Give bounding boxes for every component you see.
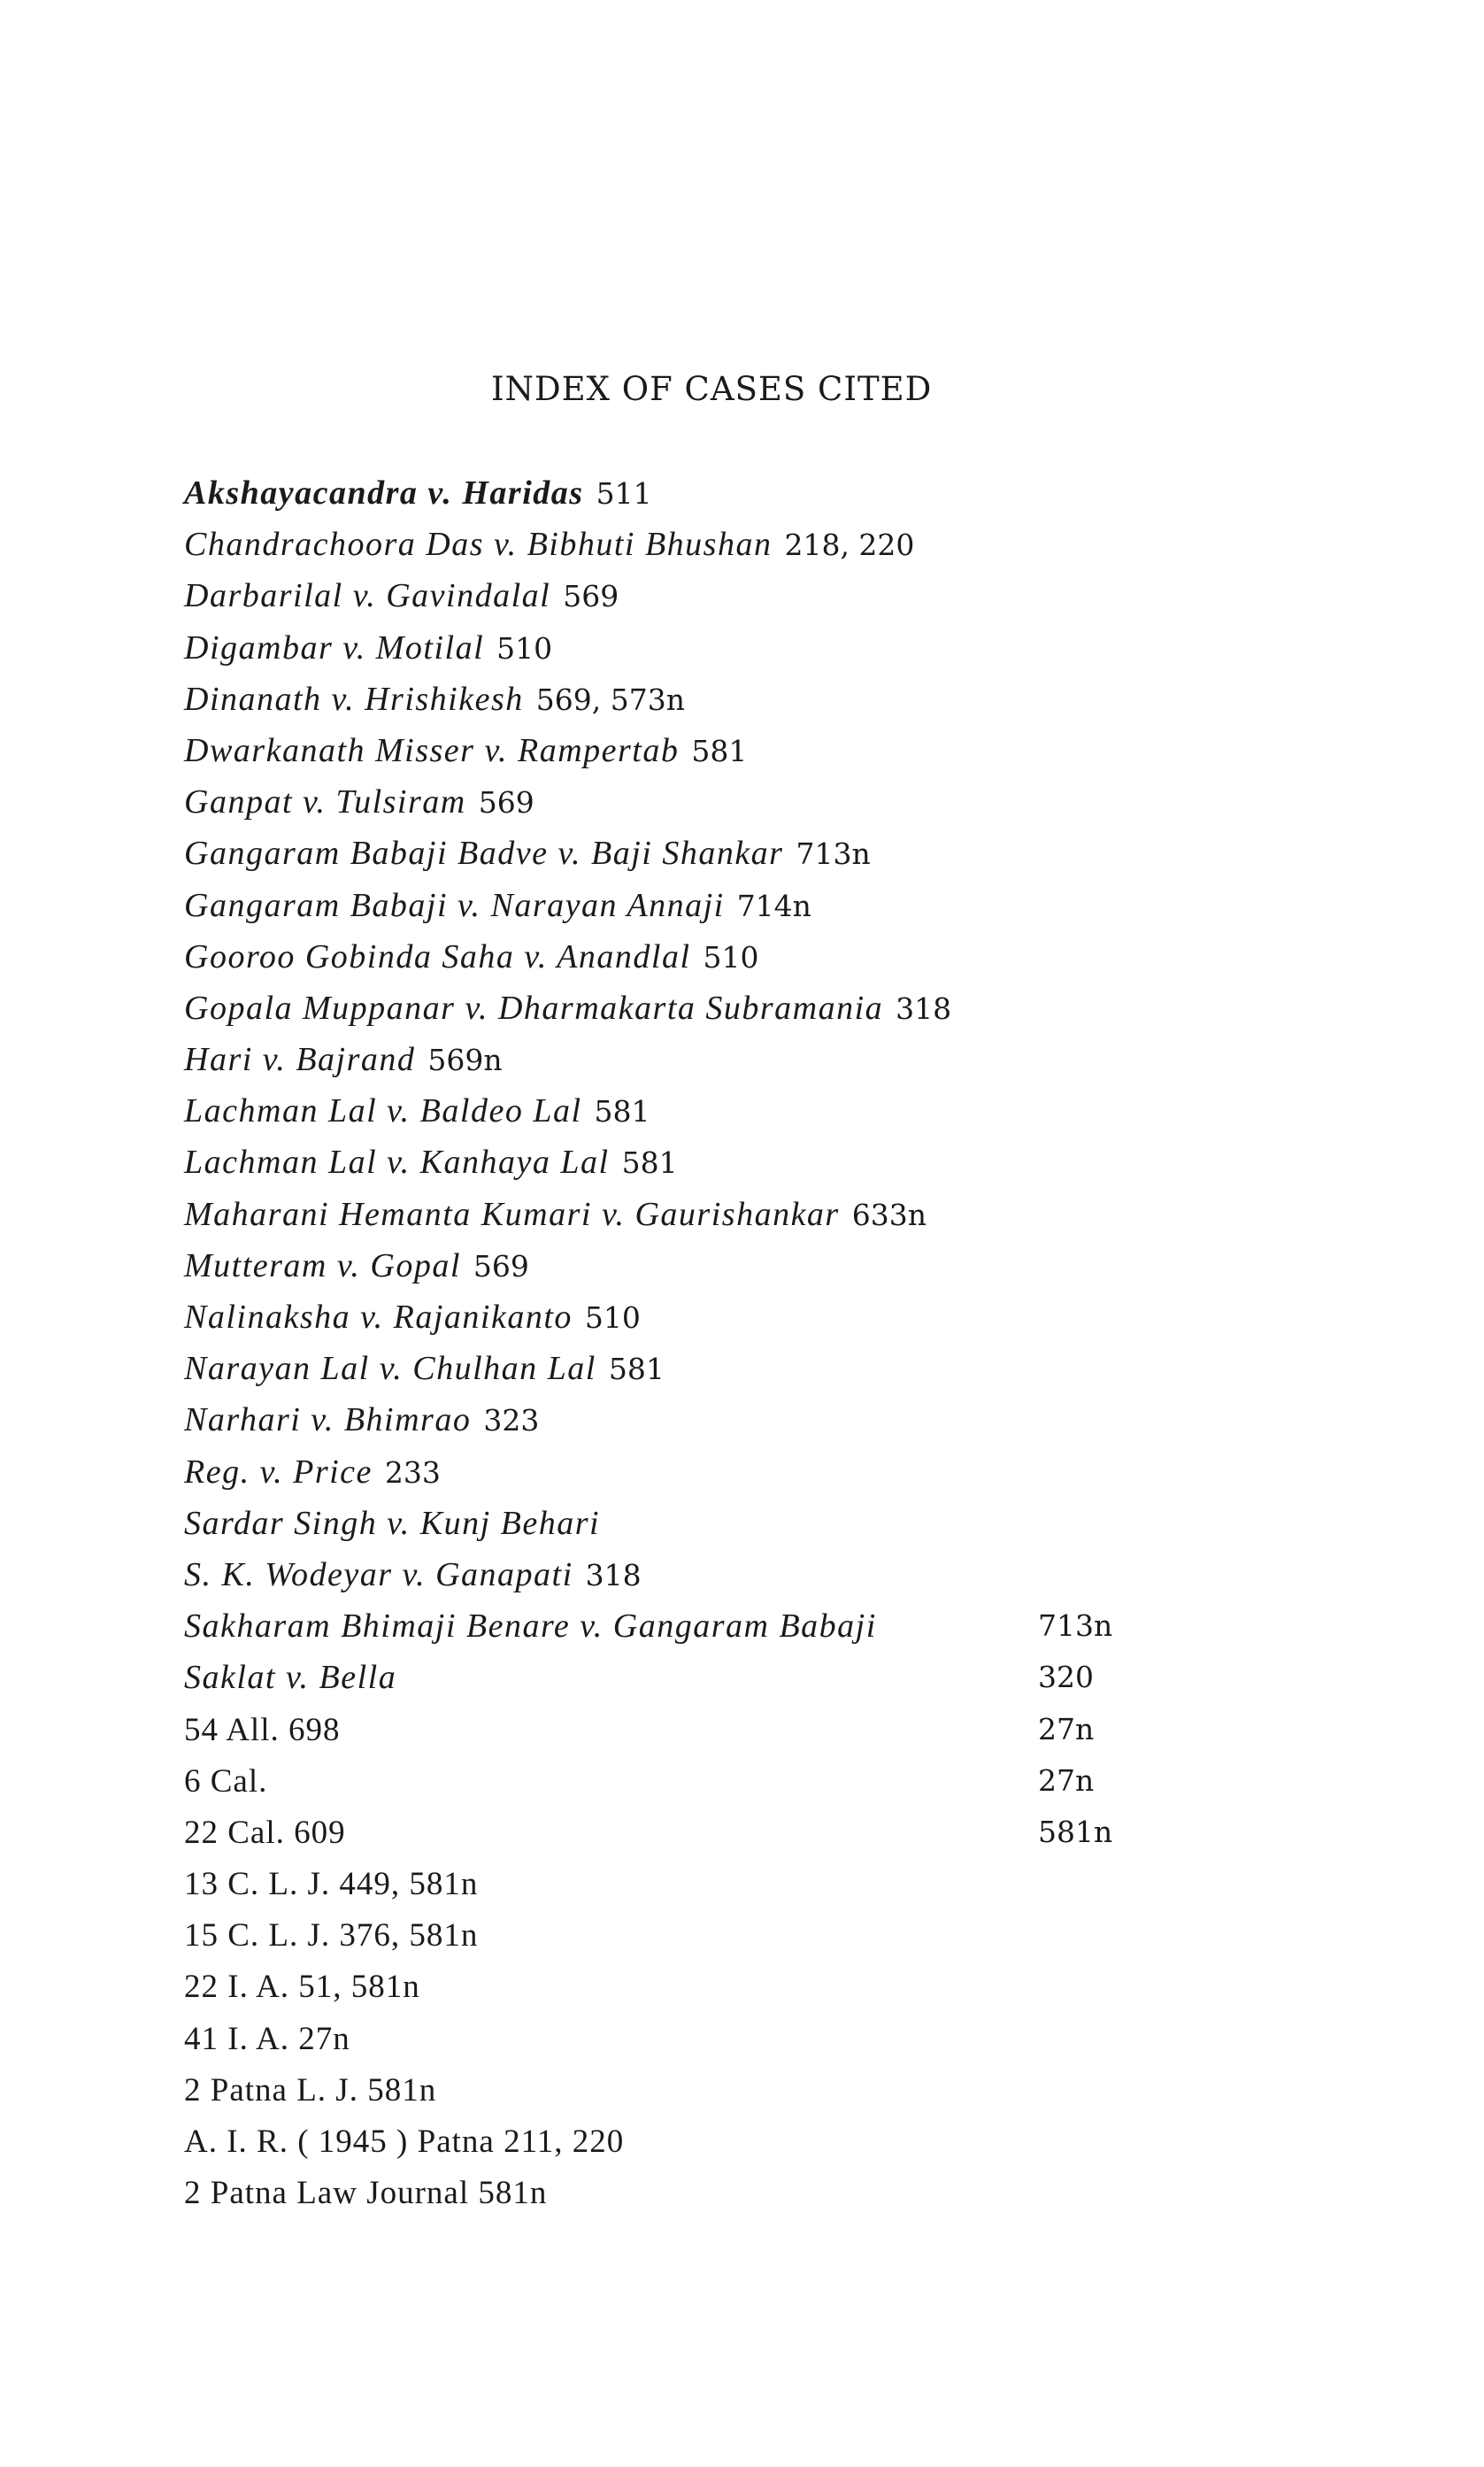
page-refs: 581 (608, 1352, 665, 1387)
page-refs: 318 (896, 991, 952, 1026)
case-name: Saklat v. Bella (184, 1659, 397, 1697)
page-refs: 713n (1038, 1608, 1113, 1644)
page-refs: 713n (796, 836, 871, 872)
case-entry (184, 983, 1157, 1034)
case-index-list (184, 467, 1157, 2218)
case-name: Mutteram v. Gopal (184, 1246, 461, 1284)
case-entry (184, 622, 1157, 674)
citation-entry (184, 1755, 1157, 1807)
citation-entry (184, 2116, 1157, 2167)
case-entry (184, 776, 1157, 828)
case-name: Lachman Lal v. Baldeo Lal (184, 1092, 582, 1130)
case-name: Narayan Lal v. Chulhan Lal (184, 1350, 596, 1388)
case-entry (184, 1394, 1157, 1446)
case-name: Chandrachoora Das v. Bibhuti Bhushan (184, 526, 773, 564)
citation: 22 Cal. 609 (184, 1814, 346, 1851)
page-refs: 714n (736, 888, 811, 923)
citation: 2 Patna L. J. 581n (184, 2071, 437, 2109)
case-name: Lachman Lal v. Kanhaya Lal (184, 1144, 610, 1182)
citation-entry (184, 1704, 1157, 1755)
page-refs: 323 (483, 1403, 540, 1438)
page-refs: 318 (585, 1557, 642, 1592)
citation-entry (184, 1909, 1157, 1961)
case-name: Sakharam Bhimaji Benare v. Gangaram Babaji (184, 1607, 877, 1646)
citation: 6 Cal. (184, 1762, 268, 1800)
citation: A. I. R. ( 1945 ) Patna 211, 220 (184, 2124, 625, 2160)
citation-entry (184, 2013, 1157, 2064)
citation: 54 All. 698 (184, 1711, 341, 1748)
case-name: Dinanath v. Hrishikesh (184, 680, 524, 718)
case-entry (184, 1034, 1157, 1085)
citation: 41 I. A. 27n (184, 2020, 350, 2057)
page-refs: 581 (594, 1094, 650, 1129)
page-refs: 569n (427, 1043, 503, 1078)
case-name: Sardar Singh v. Kunj Behari (184, 1504, 601, 1542)
case-name: Reg. v. Price (184, 1453, 373, 1491)
case-name: Gangaram Babaji v. Narayan Annaji (184, 886, 725, 924)
page-refs: 569 (473, 1248, 529, 1284)
case-entry (184, 467, 1157, 519)
case-entry (184, 1240, 1157, 1291)
page-refs: 320 (1038, 1660, 1094, 1695)
case-name: Ganpat v. Tulsiram (184, 783, 466, 821)
case-entry (184, 828, 1157, 879)
case-entry (184, 1343, 1157, 1394)
case-entry (184, 1085, 1157, 1137)
case-entry (184, 1189, 1157, 1240)
case-name: Darbarilal v. Gavindalal (184, 577, 551, 615)
case-name: Maharani Hemanta Kumari v. Gaurishankar (184, 1195, 840, 1233)
page-refs: 569 (563, 579, 619, 614)
citation-entry (184, 2167, 1157, 2218)
page-refs: 218, 220 (784, 528, 915, 563)
citation: 22 I. A. 51, 581n (184, 1969, 420, 2006)
case-name: Nalinaksha v. Rajanikanto (184, 1299, 573, 1336)
case-entry (184, 1600, 1157, 1652)
page-refs: 581 (621, 1145, 678, 1181)
case-name: Gooroo Gobinda Saha v. Anandlal (184, 937, 691, 975)
case-entry (184, 1549, 1157, 1600)
case-name: Hari v. Bajrand (184, 1041, 416, 1079)
citation: 13 C. L. J. 449, 581n (184, 1866, 479, 1903)
page-refs: 581 (691, 733, 748, 768)
page-refs: 633n (851, 1197, 927, 1232)
page-refs: 27n (1038, 1762, 1095, 1798)
page-refs: 511 (596, 476, 652, 511)
case-entry (184, 674, 1157, 725)
page-refs: 510 (496, 630, 553, 666)
page-refs: 27n (1038, 1711, 1095, 1746)
case-entry (184, 1652, 1157, 1703)
page-refs: 581n (1038, 1814, 1113, 1849)
citation: 2 Patna Law Journal 581n (184, 2175, 548, 2212)
citation-entry (184, 1807, 1157, 1858)
case-entry (184, 880, 1157, 931)
case-entry (184, 1498, 1157, 1549)
case-name: Digambar v. Motilal (184, 628, 485, 667)
case-name: Narhari v. Bhimrao (184, 1401, 472, 1439)
case-entry (184, 725, 1157, 776)
page-refs: 233 (384, 1454, 441, 1490)
citation-entry (184, 1858, 1157, 1909)
case-name: Akshayacandra v. Haridas (184, 474, 584, 512)
citation-entry (184, 2064, 1157, 2116)
case-entry (184, 931, 1157, 983)
case-entry (184, 570, 1157, 621)
case-entry (184, 1446, 1157, 1498)
case-name: S. K. Wodeyar v. Ganapati (184, 1555, 573, 1593)
case-name: Dwarkanath Misser v. Rampertab (184, 731, 680, 769)
page-refs: 569, 573n (535, 682, 685, 717)
page-refs: 569 (478, 785, 534, 821)
case-name: Gangaram Babaji Badve v. Baji Shankar (184, 835, 784, 873)
citation: 15 C. L. J. 376, 581n (184, 1917, 479, 1954)
case-entry (184, 1137, 1157, 1188)
case-entry (184, 519, 1157, 570)
page-refs: 510 (584, 1300, 641, 1335)
page-refs: 510 (703, 939, 759, 975)
citation-entry (184, 1961, 1157, 2012)
case-name: Gopala Muppanar v. Dharmakarta Subramania (184, 989, 884, 1027)
page-title: INDEX OF CASES CITED (491, 370, 933, 408)
case-entry (184, 1291, 1157, 1343)
